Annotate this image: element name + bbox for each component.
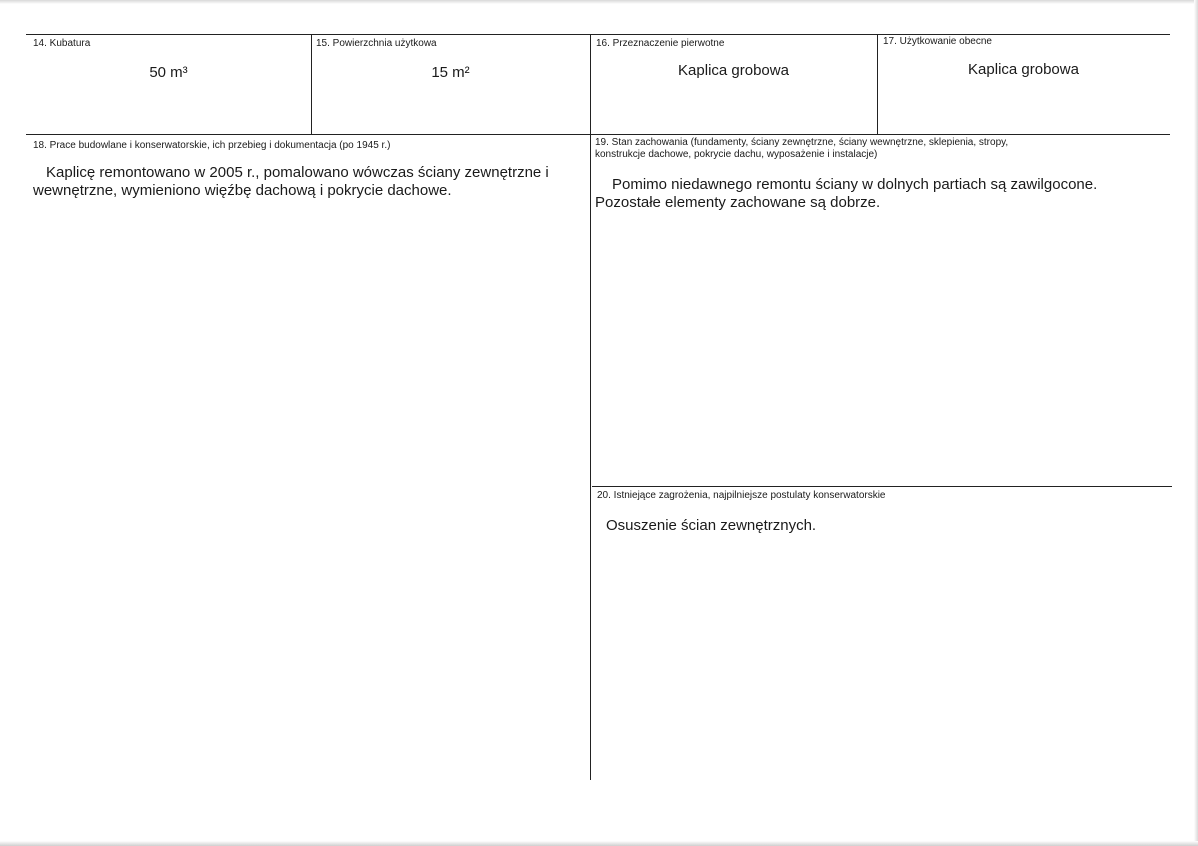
field18-value-line1: Kaplicę remontowano w 2005 r., pomalowano wówczas ściany zewnętrzne i: [46, 164, 549, 181]
top-border-line: [26, 34, 1170, 35]
field17-label: 17. Użytkowanie obecne: [883, 36, 992, 47]
field17-value: Kaplica grobowa: [968, 61, 1079, 78]
field15-label: 15. Powierzchnia użytkowa: [316, 38, 437, 49]
field19-value-line2: Pozostałe elementy zachowane są dobrze.: [595, 194, 881, 211]
field19-value-line1: Pomimo niedawnego remontu ściany w dolnych partiach są zawilgocone.: [612, 176, 1098, 193]
field14-label: 14. Kubatura: [33, 38, 91, 49]
center-divider: [590, 34, 591, 780]
field19-label-line2: konstrukcje dachowe, pokrycie dachu, wyposażenie i instalacje): [595, 149, 878, 160]
divider-14-15: [311, 34, 312, 134]
field20-top-line: [592, 486, 1172, 487]
field14-value: 50 m³: [149, 64, 188, 81]
field20-label: 20. Istniejące zagrożenia, najpilniejsze postulaty konserwatorskie: [597, 490, 886, 501]
row1-bottom-line: [26, 134, 1170, 135]
field16-label: 16. Przeznaczenie pierwotne: [596, 38, 725, 49]
field19-label-line1: 19. Stan zachowania (fundamenty, ściany zewnętrzne, ściany wewnętrzne, sklepienia, stropy,: [595, 137, 1009, 148]
divider-16-17: [877, 34, 878, 134]
field16-value: Kaplica grobowa: [678, 62, 789, 79]
scan-edge-bottom: [0, 841, 1198, 846]
scan-edge-right: [1194, 0, 1198, 846]
field18-label: 18. Prace budowlane i konserwatorskie, ich przebieg i dokumentacja (po 1945 r.): [33, 140, 391, 151]
scan-edge-top: [0, 0, 1198, 4]
field18-value-line2: wewnętrzne, wymieniono więźbę dachową i pokrycie dachowe.: [33, 182, 452, 199]
field20-value: Osuszenie ścian zewnętrznych.: [606, 517, 817, 534]
field15-value: 15 m²: [431, 64, 470, 81]
